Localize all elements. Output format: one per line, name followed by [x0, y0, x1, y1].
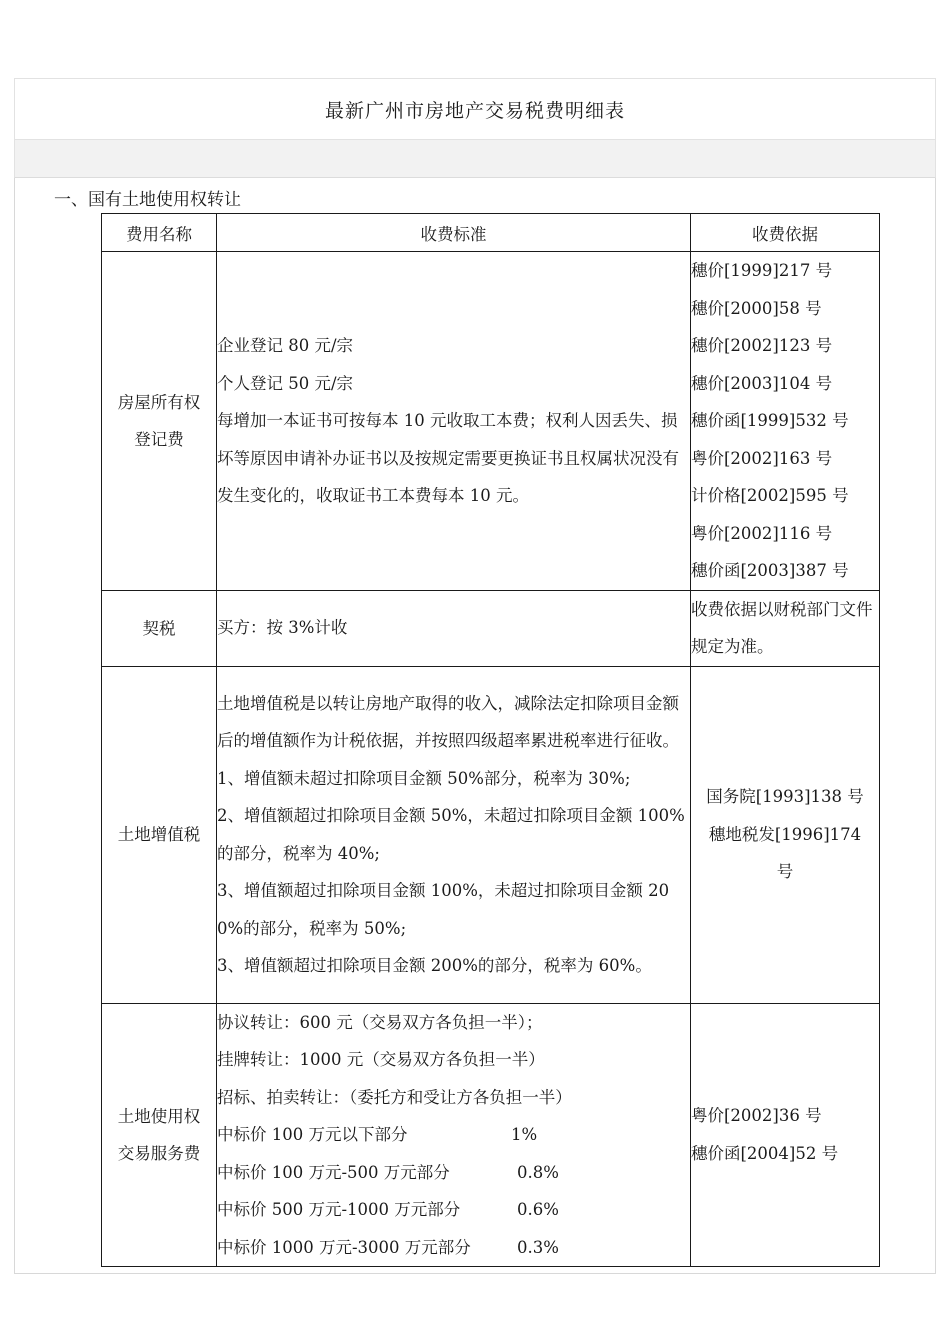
tier-label: 中标价 100 万元-500 万元部分	[217, 1162, 450, 1182]
fee-name-line: 契税	[142, 618, 176, 638]
basis-line: 穗价[2000]58 号	[691, 298, 822, 318]
tier-rate: 0.6%	[517, 1200, 559, 1219]
basis-line: 穗价[2003]104 号	[691, 373, 833, 393]
tier-rate: 1%	[511, 1125, 538, 1144]
standard-line: 招标、拍卖转让：（委托方和受让方各负担一半）	[217, 1087, 572, 1107]
basis-line: 穗价[2002]123 号	[691, 336, 833, 355]
tier-label: 中标价 100 万元以下部分	[217, 1125, 408, 1144]
tier-line	[217, 1191, 690, 1229]
fee-name-line: 土地增值税	[117, 825, 201, 844]
tier-rate: 0.8%	[517, 1162, 559, 1182]
basis-line: 粤价[2002]116 号	[691, 523, 833, 543]
tier-rate: 0.3%	[517, 1237, 559, 1257]
fee-standard-cell	[217, 590, 691, 666]
table-header-row	[102, 214, 880, 252]
fee-basis-cell	[691, 1003, 880, 1267]
fee-name-cell	[102, 1003, 217, 1267]
header-fee-standard: 收费标准	[217, 214, 691, 252]
fee-table	[101, 213, 880, 1267]
fee-name-line: 房屋所有权	[117, 392, 201, 412]
fee-name-cell	[102, 252, 217, 591]
fee-name-line: 交易服务费	[117, 1143, 201, 1163]
standard-line: 买方：按 3%计收	[217, 618, 348, 638]
tier-label: 中标价 500 万元-1000 万元部分	[217, 1200, 461, 1219]
tier-line	[217, 1116, 690, 1154]
table-row	[102, 1003, 880, 1267]
standard-line: 协议转让：600 元（交易双方各负担一半）；	[217, 1012, 543, 1032]
fee-standard-cell	[217, 666, 691, 1003]
fee-basis-cell	[691, 252, 880, 591]
basis-line: 穗价函[2004]52 号	[691, 1143, 839, 1163]
fee-name-line: 登记费	[134, 429, 184, 449]
fee-standard-cell	[217, 252, 691, 591]
document-title: 最新广州市房地产交易税费明细表	[14, 78, 936, 140]
header-fee-name: 费用名称	[102, 214, 217, 252]
fee-name-cell	[102, 666, 217, 1003]
standard-paragraph: 土地增值税是以转让房地产取得的收入，减除法定扣除项目金额后的增值额作为计税依据，并按照四级超率累进税率进行征收。	[217, 693, 679, 750]
fee-basis-cell	[691, 590, 880, 666]
standard-paragraph: 3、增值额超过扣除项目金额 200%的部分，税率为 60%。	[217, 956, 652, 975]
standard-paragraph: 2、增值额超过扣除项目金额 50%，未超过扣除项目金额 100%的部分，税率为 40%;	[217, 806, 685, 863]
fee-name-cell	[102, 590, 217, 666]
basis-line: 粤价[2002]36 号	[691, 1106, 822, 1126]
basis-line: 号	[776, 862, 794, 882]
basis-line: 穗价函[2003]387 号	[691, 561, 849, 580]
fee-name-line: 土地使用权	[117, 1106, 201, 1126]
header-band	[14, 140, 936, 178]
standard-line: 个人登记 50 元/宗	[217, 373, 354, 393]
tier-line	[217, 1229, 690, 1267]
basis-paragraph: 收费依据以财税部门文件规定为准。	[691, 599, 873, 656]
basis-line: 穗地税发[1996]174	[708, 824, 862, 844]
table-row	[102, 590, 880, 666]
basis-line: 计价格[2002]595 号	[691, 486, 849, 505]
tier-line	[217, 1154, 690, 1192]
tier-label: 中标价 1000 万元-3000 万元部分	[217, 1237, 471, 1257]
standard-paragraph: 1、增值额未超过扣除项目金额 50%部分，税率为 30%;	[217, 768, 631, 788]
table-row	[102, 666, 880, 1003]
standard-paragraph: 每增加一本证书可按每本 10 元收取工本费；权利人因丢失、损坏等原因申请补办证书以及按规定需要更换证书且权属状况没有发生变化的，收取证书工本费每本 10 元。	[217, 411, 679, 505]
section-title: 一、国有土地使用权转让	[54, 190, 241, 210]
standard-paragraph: 3、增值额超过扣除项目金额 100%，未超过扣除项目金额 200%的部分，税率为 50%;	[217, 881, 670, 938]
standard-line: 企业登记 80 元/宗	[217, 336, 354, 355]
fee-standard-cell	[217, 1003, 691, 1267]
basis-line: 粤价[2002]163 号	[691, 448, 833, 468]
basis-line: 穗价[1999]217 号	[691, 261, 833, 280]
basis-line: 穗价函[1999]532 号	[691, 411, 849, 430]
basis-line: 国务院[1993]138 号	[706, 787, 864, 807]
standard-line: 挂牌转让：1000 元（交易双方各负担一半）	[217, 1050, 545, 1069]
header-fee-basis: 收费依据	[691, 214, 880, 252]
table-row	[102, 252, 880, 591]
fee-basis-cell	[691, 666, 880, 1003]
